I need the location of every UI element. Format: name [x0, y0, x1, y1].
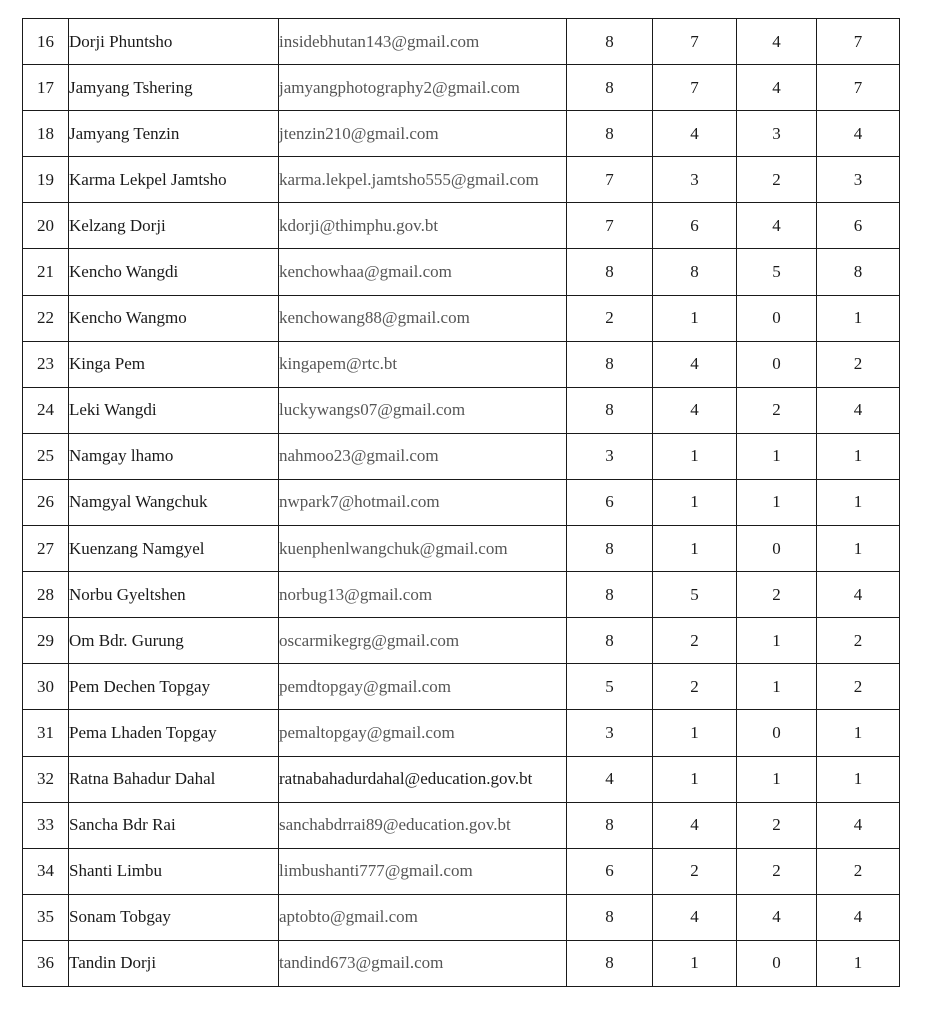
email-cell: kuenphenlwangchuk@gmail.com — [279, 526, 567, 572]
score-cell-3: 0 — [737, 295, 817, 341]
score-cell-1: 7 — [567, 157, 653, 203]
serial-number-cell: 17 — [23, 65, 69, 111]
score-cell-1: 7 — [567, 203, 653, 249]
score-cell-1: 8 — [567, 111, 653, 157]
score-cell-3: 4 — [737, 19, 817, 65]
email-cell: oscarmikegrg@gmail.com — [279, 618, 567, 664]
score-cell-4: 1 — [817, 756, 900, 802]
score-cell-4: 3 — [817, 157, 900, 203]
email-cell: sanchabdrrai89@education.gov.bt — [279, 802, 567, 848]
email-cell: jamyangphotography2@gmail.com — [279, 65, 567, 111]
score-cell-2: 1 — [653, 710, 737, 756]
score-cell-2: 4 — [653, 894, 737, 940]
email-cell: luckywangs07@gmail.com — [279, 387, 567, 433]
score-cell-1: 5 — [567, 664, 653, 710]
serial-number-cell: 25 — [23, 433, 69, 479]
serial-number-cell: 31 — [23, 710, 69, 756]
score-cell-3: 2 — [737, 848, 817, 894]
email-cell: ratnabahadurdahal@education.gov.bt — [279, 756, 567, 802]
score-cell-2: 3 — [653, 157, 737, 203]
score-cell-3: 4 — [737, 65, 817, 111]
score-cell-1: 8 — [567, 65, 653, 111]
score-cell-3: 4 — [737, 894, 817, 940]
participant-name-cell: Sancha Bdr Rai — [69, 802, 279, 848]
serial-number-cell: 19 — [23, 157, 69, 203]
score-cell-2: 2 — [653, 848, 737, 894]
score-cell-2: 7 — [653, 65, 737, 111]
serial-number-cell: 32 — [23, 756, 69, 802]
serial-number-cell: 16 — [23, 19, 69, 65]
score-cell-1: 8 — [567, 802, 653, 848]
score-cell-2: 5 — [653, 572, 737, 618]
email-cell: kdorji@thimphu.gov.bt — [279, 203, 567, 249]
score-cell-3: 2 — [737, 802, 817, 848]
score-cell-4: 1 — [817, 433, 900, 479]
score-cell-2: 1 — [653, 756, 737, 802]
score-cell-2: 1 — [653, 940, 737, 986]
table-row — [23, 848, 900, 894]
email-cell: kenchowhaa@gmail.com — [279, 249, 567, 295]
participant-name-cell: Kinga Pem — [69, 341, 279, 387]
score-cell-4: 4 — [817, 802, 900, 848]
table-row — [23, 894, 900, 940]
score-cell-4: 7 — [817, 19, 900, 65]
score-cell-4: 4 — [817, 111, 900, 157]
email-cell: insidebhutan143@gmail.com — [279, 19, 567, 65]
table-row — [23, 664, 900, 710]
email-cell: aptobto@gmail.com — [279, 894, 567, 940]
score-cell-3: 1 — [737, 618, 817, 664]
serial-number-cell: 22 — [23, 295, 69, 341]
email-cell: kingapem@rtc.bt — [279, 341, 567, 387]
serial-number-cell: 27 — [23, 526, 69, 572]
table-row — [23, 111, 900, 157]
serial-number-cell: 28 — [23, 572, 69, 618]
serial-number-cell: 35 — [23, 894, 69, 940]
email-cell: limbushanti777@gmail.com — [279, 848, 567, 894]
table-row — [23, 203, 900, 249]
score-cell-3: 0 — [737, 341, 817, 387]
score-cell-4: 6 — [817, 203, 900, 249]
score-cell-1: 6 — [567, 479, 653, 525]
email-cell: kenchowang88@gmail.com — [279, 295, 567, 341]
table-row — [23, 341, 900, 387]
serial-number-cell: 34 — [23, 848, 69, 894]
participant-name-cell: Jamyang Tenzin — [69, 111, 279, 157]
score-cell-1: 2 — [567, 295, 653, 341]
table-row — [23, 710, 900, 756]
score-cell-1: 8 — [567, 940, 653, 986]
table-body — [23, 19, 900, 987]
score-cell-3: 1 — [737, 479, 817, 525]
score-cell-3: 0 — [737, 710, 817, 756]
participant-name-cell: Shanti Limbu — [69, 848, 279, 894]
participant-name-cell: Pema Lhaden Topgay — [69, 710, 279, 756]
serial-number-cell: 23 — [23, 341, 69, 387]
serial-number-cell: 33 — [23, 802, 69, 848]
score-cell-2: 4 — [653, 802, 737, 848]
email-cell: nahmoo23@gmail.com — [279, 433, 567, 479]
serial-number-cell: 29 — [23, 618, 69, 664]
score-cell-1: 8 — [567, 249, 653, 295]
participant-name-cell: Pem Dechen Topgay — [69, 664, 279, 710]
score-cell-1: 8 — [567, 526, 653, 572]
participant-name-cell: Leki Wangdi — [69, 387, 279, 433]
table-row — [23, 249, 900, 295]
serial-number-cell: 26 — [23, 479, 69, 525]
score-cell-4: 4 — [817, 894, 900, 940]
score-cell-3: 2 — [737, 572, 817, 618]
score-cell-1: 4 — [567, 756, 653, 802]
table-row — [23, 479, 900, 525]
score-cell-2: 4 — [653, 387, 737, 433]
score-cell-4: 2 — [817, 341, 900, 387]
serial-number-cell: 24 — [23, 387, 69, 433]
table-row — [23, 572, 900, 618]
email-cell: nwpark7@hotmail.com — [279, 479, 567, 525]
score-cell-3: 0 — [737, 940, 817, 986]
score-cell-4: 1 — [817, 295, 900, 341]
email-cell: pemdtopgay@gmail.com — [279, 664, 567, 710]
email-cell: karma.lekpel.jamtsho555@gmail.com — [279, 157, 567, 203]
score-cell-2: 7 — [653, 19, 737, 65]
table-row — [23, 618, 900, 664]
participant-name-cell: Kelzang Dorji — [69, 203, 279, 249]
score-cell-1: 8 — [567, 894, 653, 940]
score-cell-1: 3 — [567, 710, 653, 756]
score-cell-2: 1 — [653, 295, 737, 341]
participant-name-cell: Ratna Bahadur Dahal — [69, 756, 279, 802]
table-row — [23, 756, 900, 802]
email-cell: jtenzin210@gmail.com — [279, 111, 567, 157]
score-cell-1: 8 — [567, 19, 653, 65]
score-cell-4: 4 — [817, 387, 900, 433]
score-cell-2: 2 — [653, 618, 737, 664]
participant-name-cell: Om Bdr. Gurung — [69, 618, 279, 664]
score-cell-2: 1 — [653, 433, 737, 479]
score-cell-4: 2 — [817, 618, 900, 664]
score-cell-4: 2 — [817, 664, 900, 710]
score-cell-4: 1 — [817, 526, 900, 572]
participant-table — [22, 18, 900, 987]
score-cell-2: 8 — [653, 249, 737, 295]
table-row — [23, 19, 900, 65]
participant-name-cell: Norbu Gyeltshen — [69, 572, 279, 618]
score-cell-2: 1 — [653, 479, 737, 525]
score-cell-3: 5 — [737, 249, 817, 295]
score-cell-3: 1 — [737, 433, 817, 479]
participant-name-cell: Jamyang Tshering — [69, 65, 279, 111]
email-cell: tandind673@gmail.com — [279, 940, 567, 986]
participant-name-cell: Tandin Dorji — [69, 940, 279, 986]
score-cell-2: 1 — [653, 526, 737, 572]
participant-name-cell: Namgay lhamo — [69, 433, 279, 479]
score-cell-1: 6 — [567, 848, 653, 894]
table-row — [23, 295, 900, 341]
score-cell-4: 1 — [817, 710, 900, 756]
serial-number-cell: 18 — [23, 111, 69, 157]
table-row — [23, 526, 900, 572]
score-cell-1: 3 — [567, 433, 653, 479]
score-cell-1: 8 — [567, 618, 653, 664]
score-cell-4: 1 — [817, 479, 900, 525]
score-cell-3: 3 — [737, 111, 817, 157]
participant-name-cell: Karma Lekpel Jamtsho — [69, 157, 279, 203]
serial-number-cell: 21 — [23, 249, 69, 295]
score-cell-4: 2 — [817, 848, 900, 894]
score-cell-3: 0 — [737, 526, 817, 572]
table-row — [23, 157, 900, 203]
participant-name-cell: Sonam Tobgay — [69, 894, 279, 940]
table-row — [23, 65, 900, 111]
score-cell-3: 4 — [737, 203, 817, 249]
participant-name-cell: Dorji Phuntsho — [69, 19, 279, 65]
serial-number-cell: 30 — [23, 664, 69, 710]
score-cell-1: 8 — [567, 341, 653, 387]
score-cell-2: 4 — [653, 111, 737, 157]
table-row — [23, 802, 900, 848]
table-row — [23, 433, 900, 479]
score-cell-4: 8 — [817, 249, 900, 295]
email-cell: pemaltopgay@gmail.com — [279, 710, 567, 756]
table-row — [23, 387, 900, 433]
score-cell-3: 2 — [737, 157, 817, 203]
score-cell-2: 6 — [653, 203, 737, 249]
participant-name-cell: Kencho Wangdi — [69, 249, 279, 295]
score-cell-1: 8 — [567, 572, 653, 618]
score-cell-3: 1 — [737, 664, 817, 710]
score-cell-4: 7 — [817, 65, 900, 111]
email-cell: norbug13@gmail.com — [279, 572, 567, 618]
participant-name-cell: Kencho Wangmo — [69, 295, 279, 341]
score-cell-2: 4 — [653, 341, 737, 387]
participant-name-cell: Namgyal Wangchuk — [69, 479, 279, 525]
score-cell-3: 2 — [737, 387, 817, 433]
serial-number-cell: 20 — [23, 203, 69, 249]
score-cell-4: 1 — [817, 940, 900, 986]
score-cell-2: 2 — [653, 664, 737, 710]
score-cell-3: 1 — [737, 756, 817, 802]
score-cell-1: 8 — [567, 387, 653, 433]
score-cell-4: 4 — [817, 572, 900, 618]
participant-name-cell: Kuenzang Namgyel — [69, 526, 279, 572]
table-row — [23, 940, 900, 986]
serial-number-cell: 36 — [23, 940, 69, 986]
